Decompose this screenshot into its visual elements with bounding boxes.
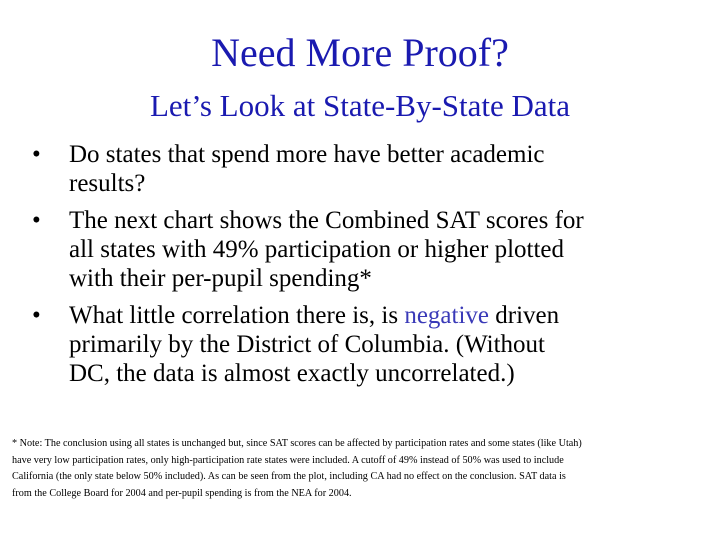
bullet-item-chart-description bbox=[0, 206, 720, 293]
footnote-line: * Note: The conclusion using all states is unchanged but, since SAT scores can be affected by participation rates and some states (like Utah) bbox=[12, 438, 582, 449]
bullet-text-line: primarily by the District of Columbia. (Without bbox=[69, 331, 546, 358]
footnote-line: California (the only state below 50% included). As can be seen from the plot, including CA had no effect on the conclusion. SAT data is bbox=[12, 471, 566, 482]
slide-title: Need More Proof? bbox=[211, 30, 509, 75]
footnote-line: have very low participation rates, only high-participation rate states were included. A cutoff of 49% instead of 50% was used to include bbox=[12, 454, 564, 466]
bullet-marker: • bbox=[32, 207, 41, 234]
footnote bbox=[12, 436, 702, 502]
bullet-text-line: with their per-pupil spending* bbox=[69, 265, 372, 292]
bullet-marker: • bbox=[32, 141, 41, 168]
bullet-text-line: results? bbox=[69, 170, 146, 197]
bullet-text-segment: driven bbox=[489, 302, 560, 329]
bullet-marker: • bbox=[32, 302, 41, 329]
bullet-list bbox=[0, 140, 720, 396]
bullet-text-segment: What little correlation there is, is bbox=[69, 302, 405, 329]
bullet-item-correlation bbox=[0, 301, 720, 388]
slide-subtitle: Let’s Look at State-By-State Data bbox=[149, 88, 571, 123]
bullet-text-line: DC, the data is almost exactly uncorrelated.) bbox=[69, 360, 515, 387]
footnote-line: from the College Board for 2004 and per-pupil spending is from the NEA for 2004. bbox=[12, 487, 352, 499]
bullet-text-line: Do states that spend more have better academic bbox=[69, 141, 545, 168]
bullet-text-line: The next chart shows the Combined SAT scores for bbox=[69, 207, 584, 234]
bullet-text-line: all states with 49% participation or higher plotted bbox=[69, 236, 565, 263]
bullet-item-spending-question bbox=[0, 140, 720, 198]
highlighted-word-negative: negative bbox=[404, 302, 489, 329]
